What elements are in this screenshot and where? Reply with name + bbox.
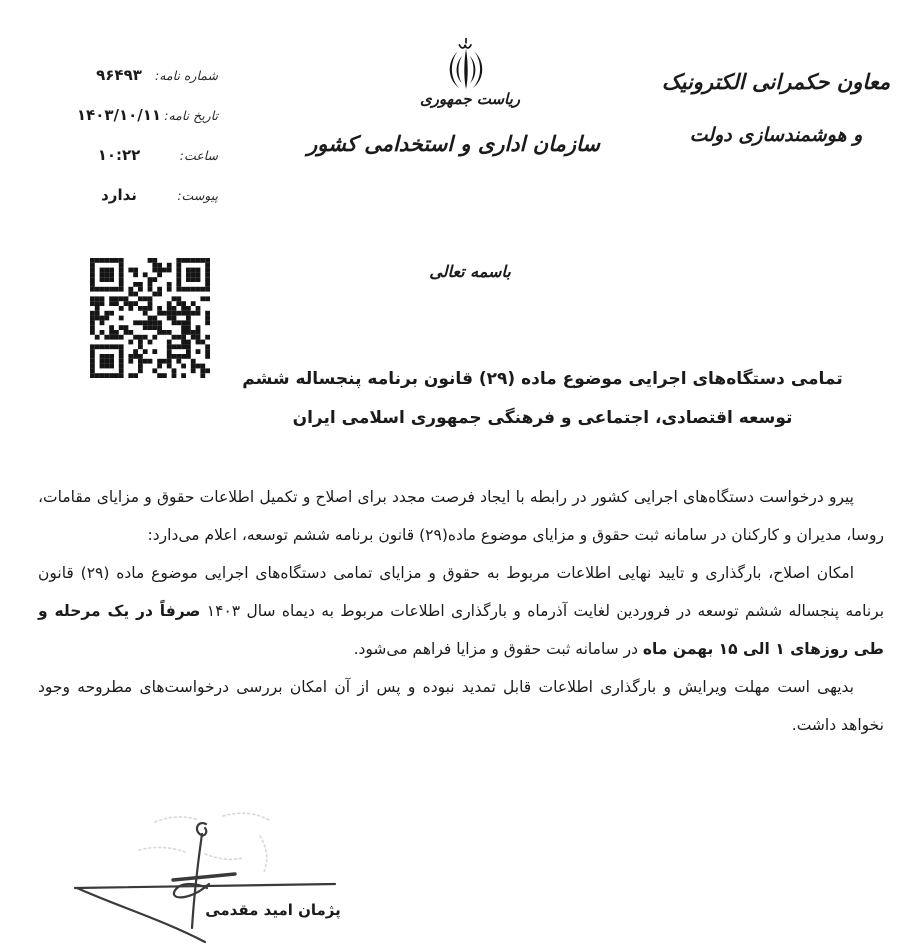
body-paragraph-1: پیرو درخواست دستگاه‌های اجرایی کشور در رابطه با ایجاد فرصت مجدد برای اصلاح و تکمیل اطلاعات حقوق و مزایای مقامات، روسا، مدیران و کارکنان در سامانه ثبت حقوق و مزایای موضوع ماده(۲۹) قانون برنامه ششم توسعه، اعلام می‌دارد: xyxy=(38,488,884,544)
body-paragraph-2 xyxy=(38,554,884,668)
meta-row-date xyxy=(35,98,230,138)
meta-attachment-value: ندارد xyxy=(101,186,137,204)
meta-time-label: ساعت: xyxy=(179,148,218,163)
besmellah-text: باسمه تعالی xyxy=(429,262,511,281)
body-paragraph-2-bold: صرفاً در یک مرحله و طی روزهای ۱ الی ۱۵ بهمن ماه xyxy=(38,602,884,658)
meta-number-label: شماره نامه: xyxy=(155,68,218,83)
issuing-unit-line2: و هوشمندسازی دولت xyxy=(689,124,863,146)
body-paragraph-3: بدیهی است مهلت ویرایش و بارگذاری اطلاعات قابل تمدید نبوده و پس از آن امکان بررسی درخواست‌های مطروحه وجود نخواهد داشت. xyxy=(38,678,884,734)
meta-date-value: ۱۴۰۳/۱۰/۱۱ xyxy=(76,106,162,124)
meta-row-attachment xyxy=(35,178,230,218)
body-paragraph-2-post: در سامانه ثبت حقوق و مزایا فراهم می‌شود. xyxy=(353,640,643,658)
signer-name: پژمان امید مقدمی xyxy=(205,901,341,919)
letter-title-line1: تمامی دستگاه‌های اجرایی موضوع ماده (۲۹) قانون برنامه پنجساله ششم xyxy=(242,369,843,389)
handwritten-signature-icon xyxy=(55,808,355,944)
iran-national-emblem-icon xyxy=(441,36,491,92)
issuing-unit xyxy=(640,70,912,146)
meta-number-value: ۹۶۴۹۳ xyxy=(96,66,142,84)
letter-meta xyxy=(35,58,230,218)
meta-row-number xyxy=(35,58,230,98)
body-paragraph-2-pre: امکان اصلاح، بارگذاری و تایید نهایی اطلاعات مربوط به حقوق و مزایای تمامی دستگاه‌های اجرایی موضوع ماده (۲۹) قانون برنامه پنجساله ششم توسعه در فروردین لغایت آذرماه و بارگذاری اطلاعات مربوط به دیماه سال ۱۴۰۳ xyxy=(38,564,885,620)
letter-title xyxy=(210,360,875,438)
org-presidency-label: ریاست جمهوری xyxy=(419,90,521,108)
letter-body xyxy=(38,478,884,744)
meta-time-value: ۱۰:۲۲ xyxy=(97,146,141,164)
issuing-unit-line1: معاون حکمرانی الکترونیک xyxy=(661,70,891,94)
meta-attachment-label: پیوست: xyxy=(177,188,218,203)
meta-row-time xyxy=(35,138,230,178)
letter-title-line2: توسعه اقتصادی، اجتماعی و فرهنگی جمهوری اسلامی ایران xyxy=(292,408,793,428)
meta-date-label: تاریخ نامه: xyxy=(164,108,218,123)
org-name-label: سازمان اداری و استخدامی کشور xyxy=(307,132,600,156)
